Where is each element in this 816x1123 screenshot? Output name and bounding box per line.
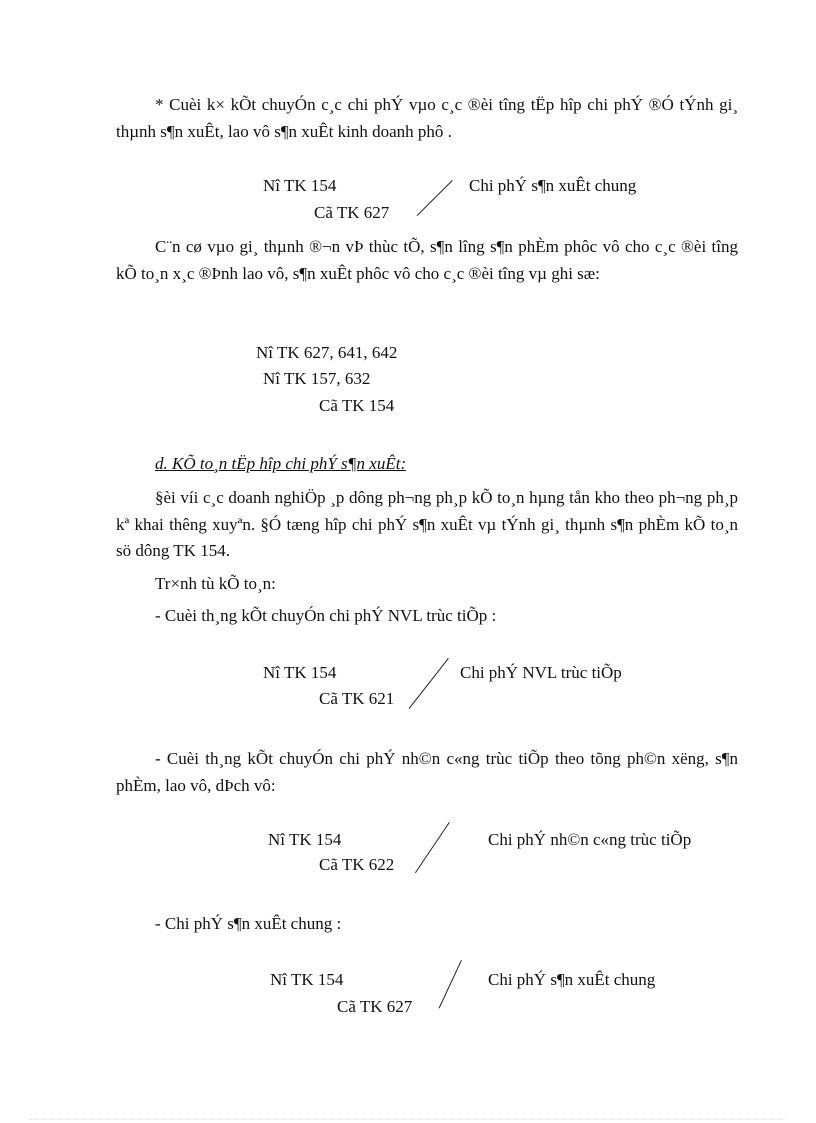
entry-4-description: Chi phÝ nh©n c«ng trùc tiÕp: [488, 830, 692, 849]
entry-3-debit: Nî TK 154: [263, 663, 337, 682]
paragraph-procedure: Tr×nh tù kÕ to¸n:: [155, 574, 276, 593]
entry-1-description: Chi phÝ s¶n xuÊt chung: [469, 176, 637, 195]
section-heading: d. KÕ to¸n tËp hîp chi phÝ s¶n xuÊt:: [155, 454, 407, 473]
entry-3-description: Chi phÝ NVL trùc tiÕp: [460, 663, 622, 682]
entry-5-description: Chi phÝ s¶n xuÊt chung: [488, 970, 656, 989]
entry-4-credit: Cã TK 622: [319, 855, 395, 874]
entry-5-credit: Cã TK 627: [337, 997, 413, 1016]
paragraph-closing-transfer: * Cuèi k× kÕt chuyÓn c¸c chi phÝ vµo c¸c ®èi tîng tËp hîp chi phÝ ®Ó tÝnh gi¸ thµnh s¶n xuÊt, lao vô s¶n xuÊt kinh doanh phô .: [116, 95, 738, 141]
entry-2-debit-line-2: Nî TK 157, 632: [263, 369, 371, 388]
entry-3-credit: Cã TK 621: [319, 689, 395, 708]
entry-5-slash: [439, 960, 462, 1008]
entry-1-credit: Cã TK 627: [314, 203, 390, 222]
paragraph-service-allocation: C¨n cø vµo gi¸ thµnh ®¬n vÞ thùc tÕ, s¶n lîng s¶n phÈm phôc vô cho c¸c ®èi tîng kÕ to¸n x¸c ®Þnh lao vô, s¶n xuÊt phôc vô cho c¸c ®èi tîng vµ ghi sæ:: [116, 237, 738, 283]
entry-5-debit: Nî TK 154: [270, 970, 344, 989]
entry-1-slash: [417, 180, 453, 216]
entry-3-slash: [409, 658, 449, 709]
paragraph-general-cost: - Chi phÝ s¶n xuÊt chung :: [155, 914, 342, 933]
entry-1-debit: Nî TK 154: [263, 176, 337, 195]
entry-4-slash: [415, 822, 450, 873]
entry-2-debit-line-1: Nî TK 627, 641, 642: [256, 343, 398, 362]
entry-2-credit: Cã TK 154: [319, 396, 395, 415]
paragraph-labor-cost: - Cuèi th¸ng kÕt chuyÓn chi phÝ nh©n c«ng trùc tiÕp theo tõng ph©n xëng, s¶n phÈm, lao vô, dÞch vô:: [116, 749, 738, 795]
page-bottom-edge: [30, 1119, 786, 1120]
paragraph-material-cost: - Cuèi th¸ng kÕt chuyÓn chi phÝ NVL trùc tiÕp :: [155, 606, 497, 625]
entry-4-debit: Nî TK 154: [268, 830, 342, 849]
paragraph-method: §èi víi c¸c doanh nghiÖp ¸p dông ph¬ng ph¸p kÕ to¸n hµng tån kho theo ph¬ng ph¸p kª khai thêng xuyªn. §Ó tæng hîp chi phÝ s¶n xuÊt vµ tÝnh gi¸ thµnh s¶n phÈm kÕ to¸n sö dông TK 154.: [116, 488, 738, 560]
